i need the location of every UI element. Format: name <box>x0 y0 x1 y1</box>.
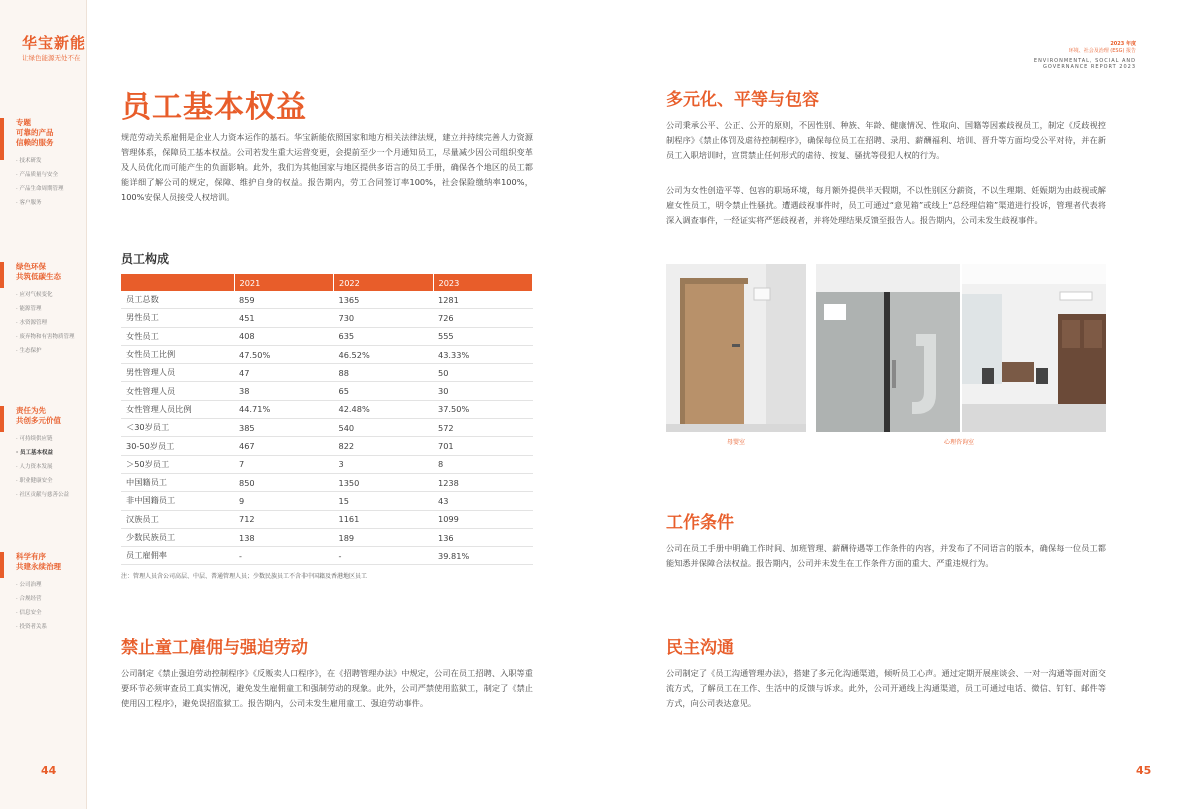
sidebar-item[interactable]: · 信息安全 <box>16 606 86 620</box>
table-cell: 1281 <box>433 291 533 309</box>
section-title: 责任为先 共创多元价值 <box>16 406 61 425</box>
nursing-room-caption: 母婴室 <box>727 439 746 446</box>
table-cell: 189 <box>334 528 434 546</box>
sidebar-section-governance[interactable] <box>0 552 86 634</box>
child-labor-title: 禁止童工雇佣与强迫劳动 <box>121 638 308 658</box>
table-cell: 451 <box>234 309 334 327</box>
table-header-row <box>121 274 533 291</box>
row-label: 30-50岁员工 <box>121 437 234 455</box>
table-row <box>121 437 533 455</box>
sidebar-item[interactable]: · 职业健康安全 <box>16 474 86 488</box>
sidebar-item[interactable]: · 公司治理 <box>16 578 86 592</box>
table-cell: 701 <box>433 437 533 455</box>
table-cell: 30 <box>433 382 533 400</box>
table-cell: 43 <box>433 492 533 510</box>
row-label: 中国籍员工 <box>121 473 234 491</box>
table-cell: 46.52% <box>334 345 434 363</box>
table-cell: 138 <box>234 528 334 546</box>
table-row <box>121 528 533 546</box>
table-cell: 136 <box>433 528 533 546</box>
row-label: 汉族员工 <box>121 510 234 528</box>
page-number-left: 44 <box>41 764 57 777</box>
sidebar-item-active[interactable]: · 员工基本权益 <box>16 446 86 460</box>
table-row <box>121 364 533 382</box>
sidebar-item[interactable]: · 投资者关系 <box>16 620 86 634</box>
diversity-paragraph-1: 公司秉承公平、公正、公开的原则，不因性别、种族、年龄、健康情况、性取向、国籍等因素歧视员工，制定《反歧视控制程序》《禁止体罚及虐待控制程序》，确保每位员工在招聘、录用、薪酬福利、培训、晋升等方面均受公平对待，并在新员工入职培训时，宣贯禁止任何形式的虐待、按复、骚扰等侵犯人权的行为。 <box>666 120 1106 160</box>
sidebar-item[interactable]: · 产品质量与安全 <box>16 168 86 182</box>
table-row <box>121 327 533 345</box>
diversity-paragraph-2: 公司为女性创造平等、包容的职场环境，每月额外提供半天假期，不以性别区分薪资，不以生理期、妊娠期为由歧视或解雇女性员工，明令禁止性骚扰。遭遇歧视事件时，员工可通过“意见箱”或线上“总经理信箱”渠道进行投诉，管理者代表将深入调查事件，一经证实将严惩歧视者，并将处理结果反馈至报告人。报告期内，公司未发生歧视事件。 <box>666 185 1106 225</box>
table-cell: 1350 <box>334 473 434 491</box>
sidebar-item[interactable]: · 应对气候变化 <box>16 288 86 302</box>
section-marker <box>0 406 4 432</box>
table-cell: 88 <box>334 364 434 382</box>
work-conditions-title: 工作条件 <box>666 513 734 533</box>
communication-title: 民主沟通 <box>666 638 734 658</box>
column-header <box>121 274 234 291</box>
table-cell: 47 <box>234 364 334 382</box>
table-row <box>121 419 533 437</box>
row-label: 女性管理人员比例 <box>121 400 234 418</box>
table-cell: 850 <box>234 473 334 491</box>
table-cell: 47.50% <box>234 345 334 363</box>
sidebar-item[interactable]: · 能源管理 <box>16 302 86 316</box>
brand <box>22 35 86 62</box>
row-label: ＞50岁员工 <box>121 455 234 473</box>
sidebar-item[interactable]: · 人力资本发展 <box>16 460 86 474</box>
section-title: 绿色环保 共筑低碳生态 <box>16 262 61 281</box>
sidebar-item[interactable]: · 废弃物和有害物质管理 <box>16 330 86 344</box>
intro-paragraph: 规范劳动关系雇佣是企业人力资本运作的基石。华宝新能依照国家和地方相关法律法规，建立并持续完善人力资源管理体系，保障员工基本权益。公司若发生重大运营变更，会提前至少一个月通知员工，尽量减少因公司组织变革及人员优化而可能产生的负面影响。此外，我们为其他国家与地区提供多语言的员工手册，确保各个地区的员工都能详细了解公司的规定，保障、维护自身的权益。报告期内，劳工合同签订率100%，社会保险缴纳率100%，100%安保人员接受人权培训。 <box>121 132 533 202</box>
table-row <box>121 382 533 400</box>
row-label: 少数民族员工 <box>121 528 234 546</box>
row-label: 女性管理人员 <box>121 382 234 400</box>
table-cell: 43.33% <box>433 345 533 363</box>
sidebar-item[interactable]: · 可持续供应链 <box>16 432 86 446</box>
table-cell: 1365 <box>334 291 434 309</box>
table-cell: 859 <box>234 291 334 309</box>
row-label: 女性员工 <box>121 327 234 345</box>
table-row <box>121 547 533 565</box>
table-cell: 408 <box>234 327 334 345</box>
table-row <box>121 455 533 473</box>
table-cell: 385 <box>234 419 334 437</box>
sidebar-item[interactable]: · 技术研发 <box>16 154 86 168</box>
table-cell: 1238 <box>433 473 533 491</box>
table-cell: 7 <box>234 455 334 473</box>
table-cell: 635 <box>334 327 434 345</box>
sidebar-item[interactable]: · 合规经营 <box>16 592 86 606</box>
table-cell: 555 <box>433 327 533 345</box>
work-conditions-paragraph: 公司在员工手册中明确工作时间、加班管理、薪酬待遇等工作条件的内容，并发布了不同语言的版本，确保每一位员工都能知悉并保障合法权益。报告期内，公司并未发生在工作条件方面的重大、严重违规行为。 <box>666 543 1106 568</box>
row-label: 男性管理人员 <box>121 364 234 382</box>
row-label: 女性员工比例 <box>121 345 234 363</box>
table-cell: 37.50% <box>433 400 533 418</box>
table-cell: 39.81% <box>433 547 533 565</box>
table-row <box>121 473 533 491</box>
column-header: 2022 <box>334 274 434 291</box>
table-cell: 9 <box>234 492 334 510</box>
table-cell: - <box>334 547 434 565</box>
section-marker <box>0 262 4 288</box>
table-row <box>121 492 533 510</box>
table-cell: - <box>234 547 334 565</box>
table-cell: 15 <box>334 492 434 510</box>
child-labor-paragraph: 公司制定《禁止强迫劳动控制程序》《反贩卖人口程序》，在《招聘管理办法》中规定，公司在员工招聘、入职等重要环节必须审查员工真实情况，避免发生雇佣童工和强制劳动的现象。此外，公司严禁使用监狱工，制定了《禁止使用囚工程序》，避免误招监狱工。报告期内，公司未发生雇用童工、强迫劳动事件。 <box>121 668 533 708</box>
table-cell: 712 <box>234 510 334 528</box>
row-label: 男性员工 <box>121 309 234 327</box>
sidebar-item[interactable]: · 社区贡献与慈善公益 <box>16 488 86 502</box>
sidebar-item[interactable]: · 产品生命周期管理 <box>16 182 86 196</box>
glass-partition-photo <box>816 264 960 432</box>
sidebar-section-products[interactable] <box>0 118 86 210</box>
nursing-room-photo <box>666 264 806 432</box>
report-header: 2023 年度 环境、社会及治理 (ESG) 报告 ENVIRONMENTAL, SOCIAL AND GOVERNANCE REPORT 2023 <box>1033 41 1136 70</box>
brand-name: 华宝新能 <box>22 34 87 52</box>
table-body <box>121 291 533 565</box>
employee-table <box>121 274 533 565</box>
section-marker <box>0 118 4 160</box>
row-label: 员工总数 <box>121 291 234 309</box>
table-cell: 38 <box>234 382 334 400</box>
table-cell: 726 <box>433 309 533 327</box>
table-cell: 65 <box>334 382 434 400</box>
table-cell: 467 <box>234 437 334 455</box>
section-title: 专题 可靠的产品 信赖的服务 <box>16 118 54 147</box>
row-label: 非中国籍员工 <box>121 492 234 510</box>
column-header: 2021 <box>234 274 334 291</box>
column-header: 2023 <box>433 274 533 291</box>
communication-paragraph: 公司制定了《员工沟通管理办法》，搭建了多元化沟通渠道，倾听员工心声。通过定期开展座谈会、一对一沟通等面对面交流方式，了解员工在工作、生活中的反馈与诉求。此外，公司开通线上沟通渠道，员工可通过电话、微信、钉钉、邮件等方式，向公司表达意见。 <box>666 668 1106 708</box>
section-title: 科学有序 共建永续治理 <box>16 552 61 571</box>
table-cell: 1161 <box>334 510 434 528</box>
table-row <box>121 510 533 528</box>
table-row <box>121 345 533 363</box>
table-cell: 3 <box>334 455 434 473</box>
table-row <box>121 309 533 327</box>
table-cell: 42.48% <box>334 400 434 418</box>
sidebar <box>0 0 87 809</box>
sidebar-section-responsibility[interactable] <box>0 406 86 502</box>
row-label: 员工雇佣率 <box>121 547 234 565</box>
sidebar-item[interactable]: · 水资源管理 <box>16 316 86 330</box>
sidebar-section-green[interactable] <box>0 262 86 358</box>
table-cell: 1099 <box>433 510 533 528</box>
table-title: 员工构成 <box>121 252 170 266</box>
table-note: 注：管理人员含公司高层、中层、普通管理人员；少数民族员工不含非中国籍及香港地区员工 <box>121 573 368 580</box>
table-cell: 50 <box>433 364 533 382</box>
sidebar-item[interactable]: · 客户服务 <box>16 196 86 210</box>
counseling-room-caption: 心理咨询室 <box>944 439 975 446</box>
page-number-right: 45 <box>1136 764 1152 777</box>
row-label: ＜30岁员工 <box>121 419 234 437</box>
table-cell: 822 <box>334 437 434 455</box>
table-row <box>121 291 533 309</box>
table-cell: 44.71% <box>234 400 334 418</box>
brand-slogan: 让绿色能源无处不在 <box>22 54 81 62</box>
section-marker <box>0 552 4 578</box>
table-cell: 730 <box>334 309 434 327</box>
table-cell: 540 <box>334 419 434 437</box>
diversity-title: 多元化、平等与包容 <box>666 90 819 110</box>
page-title: 员工基本权益 <box>121 90 307 125</box>
counseling-room-photo <box>962 264 1106 432</box>
table-cell: 572 <box>433 419 533 437</box>
table-row <box>121 400 533 418</box>
table-cell: 8 <box>433 455 533 473</box>
sidebar-item[interactable]: · 生态保护 <box>16 344 86 358</box>
